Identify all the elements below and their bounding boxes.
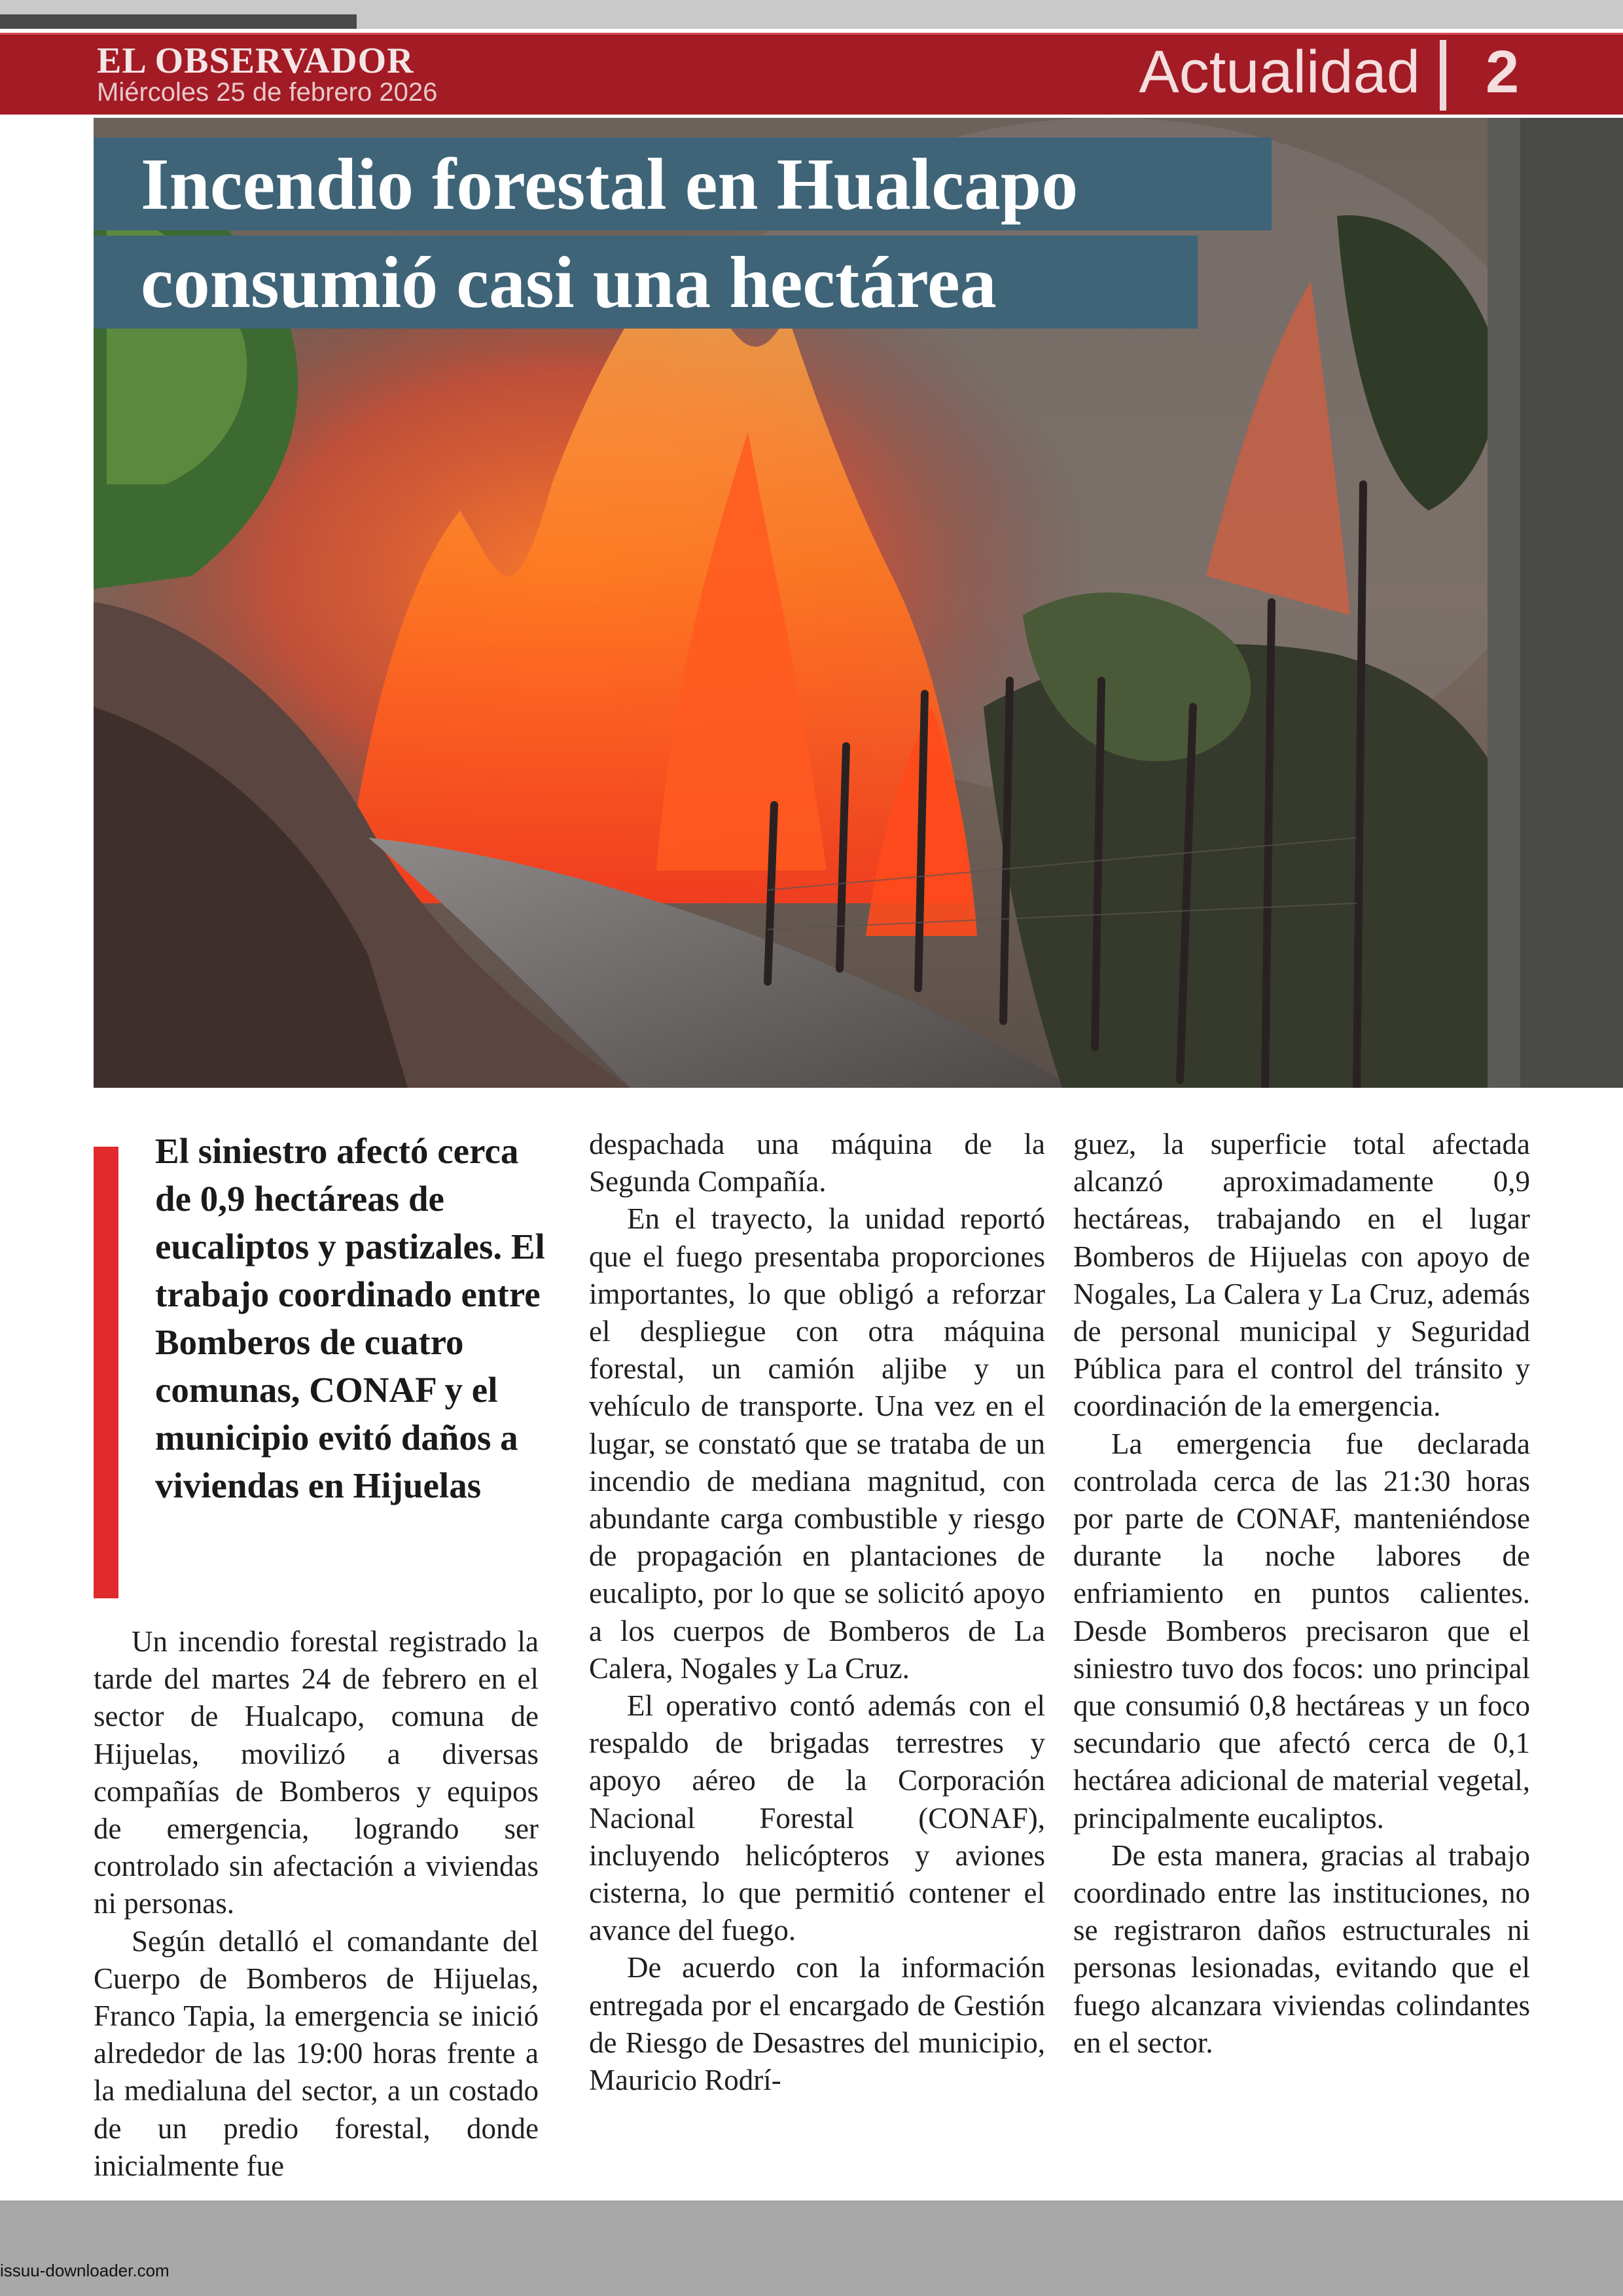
- article-lead: El siniestro afectó cerca de 0,9 hectáreas de eucaliptos y pastizales. El trabajo coordinado entre Bomberos de cuatro comunas, CONAF y el municipio evitó daños a viviendas en Hijuelas: [155, 1131, 545, 1505]
- viewer-footer: [0, 2200, 1623, 2296]
- viewer-tab-indicator: [0, 14, 357, 29]
- viewer-top-strip: [0, 0, 1623, 29]
- fire-photo: [94, 118, 1623, 1088]
- paragraph: despachada una máquina de la Segunda Compañía.: [589, 1128, 1045, 1198]
- header-divider: [1440, 40, 1446, 111]
- headline-line-2: consumió casi una hectárea: [141, 242, 997, 323]
- masthead: EL OBSERVADOR: [97, 41, 414, 81]
- watermark: issuu-downloader.com: [0, 2261, 169, 2280]
- lead-accent-bar: [94, 1147, 118, 1598]
- issue-date: Miércoles 25 de febrero 2026: [97, 78, 438, 107]
- paragraph: La emergencia fue declarada controlada cerca de las 21:30 horas por parte de CONAF, manteniéndose durante la noche labores de enfriamiento en puntos calientes. Desde Bomberos precisaron que el siniestro tuvo dos focos: uno principal que consumió 0,8 hectáreas y un foco secundario que afectó cerca de 0,1 hectárea adicional de material vegetal, principalmente eucaliptos.: [1073, 1427, 1530, 1835]
- article-column-1: [94, 1623, 539, 2185]
- paragraph: El operativo contó además con el respaldo de brigadas terrestres y apoyo aéreo de la Corporación Nacional Forestal (CONAF), incluyendo helicópteros y aviones cisterna, lo que permitió contener el avance del fuego.: [589, 1689, 1045, 1947]
- page-number: 2: [1486, 39, 1520, 105]
- page-header: [0, 33, 1623, 115]
- article-column-3: [1073, 1126, 1530, 2062]
- paragraph: Según detalló el comandante del Cuerpo de Bomberos de Hijuelas, Franco Tapia, la emergencia se inició alrededor de las 19:00 horas frente a la medialuna del sector, a un costado de un predio forestal, donde inicialmente fue: [94, 1924, 539, 2182]
- headline-line-1: Incendio forestal en Hualcapo: [141, 144, 1079, 225]
- paragraph: De acuerdo con la información entregada por el encargado de Gestión de Riesgo de Desastres del municipio, Mauricio Rodrí-: [589, 1951, 1045, 2097]
- article-column-2: [589, 1126, 1045, 2099]
- paragraph: guez, la superficie total afectada alcanzó aproximadamente 0,9 hectáreas, trabajando en el lugar Bomberos de Hijuelas con apoyo de Nogales, La Calera y La Cruz, además de personal municipal y Seguridad Pública para el control del tránsito y coordinación de la emergencia.: [1073, 1128, 1530, 1423]
- paragraph: Un incendio forestal registrado la tarde del martes 24 de febrero en el sector de Hualcapo, comuna de Hijuelas, movilizó a diversas compañías de Bomberos y equipos de emergencia, logrando ser controlado sin afectación a viviendas ni personas.: [94, 1625, 539, 1920]
- section-label: Actualidad: [1139, 39, 1420, 105]
- paragraph: En el trayecto, la unidad reportó que el fuego presentaba proporciones importantes, lo que obligó a reforzar el despliegue con otra máquina forestal, un camión aljibe y un vehículo de transporte. Una vez en el lugar, se constató que se trataba de un incendio de mediana magnitud, con abundante carga combustible y riesgo de propagación en plantaciones de eucalipto, por lo que se solicitó apoyo a los cuerpos de Bomberos de La Calera, Nogales y La Cruz.: [589, 1202, 1045, 1685]
- paragraph: De esta manera, gracias al trabajo coordinado entre las instituciones, no se registraron daños estructurales ni personas lesionadas, evitando que el fuego alcanzara viviendas colindantes en el sector.: [1073, 1839, 1530, 2059]
